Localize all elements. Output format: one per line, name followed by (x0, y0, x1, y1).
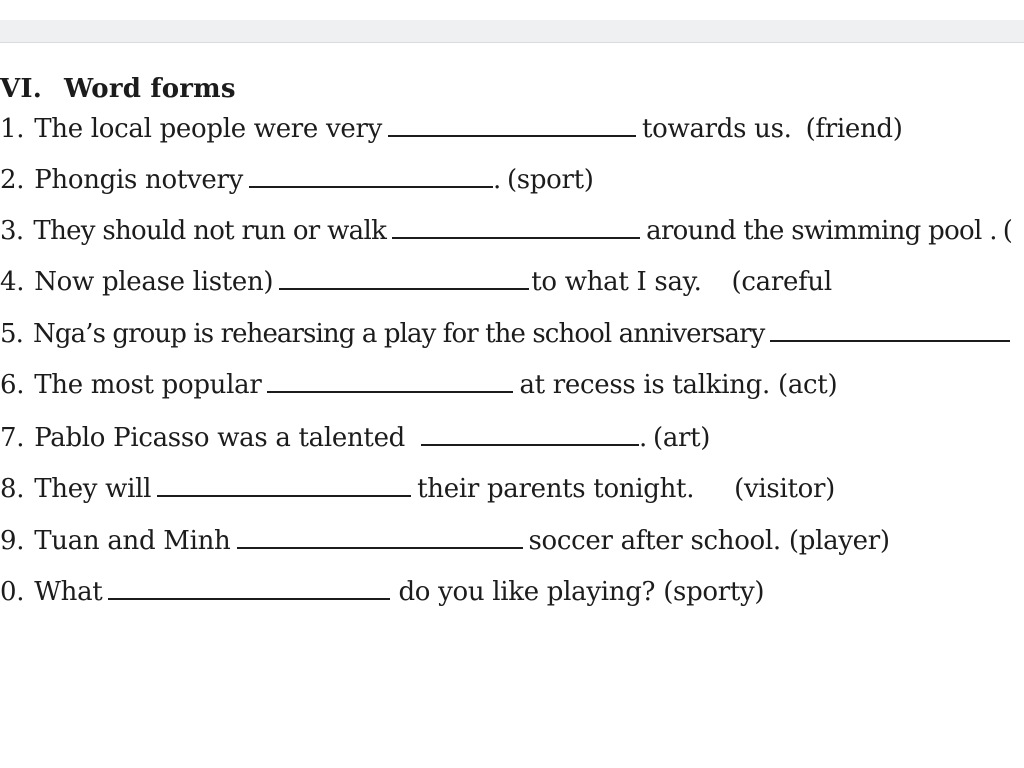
item-text-after: around the swimming pool . (646, 216, 997, 246)
exercise-item-1 (0, 111, 903, 146)
item-text-before: They should not run or walk (33, 216, 387, 246)
item-text-after: . (492, 165, 501, 195)
item-number: 2. (0, 165, 25, 195)
answer-blank[interactable] (279, 264, 529, 290)
answer-blank[interactable] (388, 111, 636, 137)
exercise-item-3 (0, 213, 1012, 248)
exercise-item-7 (0, 420, 710, 455)
item-hint: (sport) (506, 165, 594, 195)
item-hint: (player) (788, 526, 890, 556)
exercise-item-6 (0, 367, 837, 402)
item-hint: ( (1002, 216, 1013, 246)
item-hint: (art) (652, 423, 711, 453)
item-text-after: to what I say. (531, 267, 702, 297)
item-text-after: at recess is talking. (519, 370, 770, 400)
item-hint: (sporty) (663, 577, 765, 607)
section-title: Word forms (64, 74, 236, 104)
item-hint: (act) (778, 370, 838, 400)
answer-blank[interactable] (249, 162, 493, 188)
item-number: 5. (0, 319, 24, 349)
item-text-before: Pablo Picasso was a talented (34, 423, 406, 453)
item-hint: (friend) (805, 114, 903, 144)
answer-blank[interactable] (421, 420, 639, 446)
item-text-before: The local people were very (34, 114, 382, 144)
answer-blank[interactable] (770, 316, 1010, 342)
item-number: 3. (0, 216, 24, 246)
item-text-after: do you like playing? (398, 577, 656, 607)
answer-blank[interactable] (392, 213, 640, 239)
answer-blank[interactable] (108, 574, 390, 600)
exercise-item-2 (0, 162, 594, 197)
item-text-before: What (34, 577, 103, 607)
exercise-item-9 (0, 523, 890, 558)
exercise-item-4 (0, 264, 832, 299)
answer-blank[interactable] (157, 471, 411, 497)
item-text-before: Now please listen) (34, 267, 274, 297)
item-text-after: soccer after school. (528, 526, 781, 556)
answer-blank[interactable] (237, 523, 523, 549)
item-number: 4. (0, 267, 25, 297)
item-text-before: Tuan and Minh (34, 526, 231, 556)
item-number: 7. (0, 423, 25, 453)
exercise-item-8 (0, 471, 835, 506)
item-text-before: The most popular (34, 370, 262, 400)
item-number: 0. (0, 577, 25, 607)
item-hint: (careful (731, 267, 832, 297)
section-heading (0, 74, 236, 104)
exercise-item-5 (0, 316, 1016, 351)
item-number: 6. (0, 370, 25, 400)
exercise-item-10 (0, 574, 764, 609)
item-text-after: . (639, 423, 647, 453)
answer-blank[interactable] (267, 367, 513, 393)
item-number: 8. (0, 474, 25, 504)
item-text-before: Phongis notvery (34, 165, 243, 195)
item-number: 1. (0, 114, 25, 144)
item-number: 9. (0, 526, 25, 556)
item-hint: (visitor) (734, 474, 835, 504)
item-text-after: towards us. (641, 114, 792, 144)
top-toolbar-band (0, 20, 1024, 43)
item-text-before: Nga’s group is rehearsing a play for the school anniversary (33, 319, 765, 349)
item-text-before: They will (34, 474, 152, 504)
item-text-after: their parents tonight. (417, 474, 695, 504)
section-number: VI. (0, 74, 42, 104)
